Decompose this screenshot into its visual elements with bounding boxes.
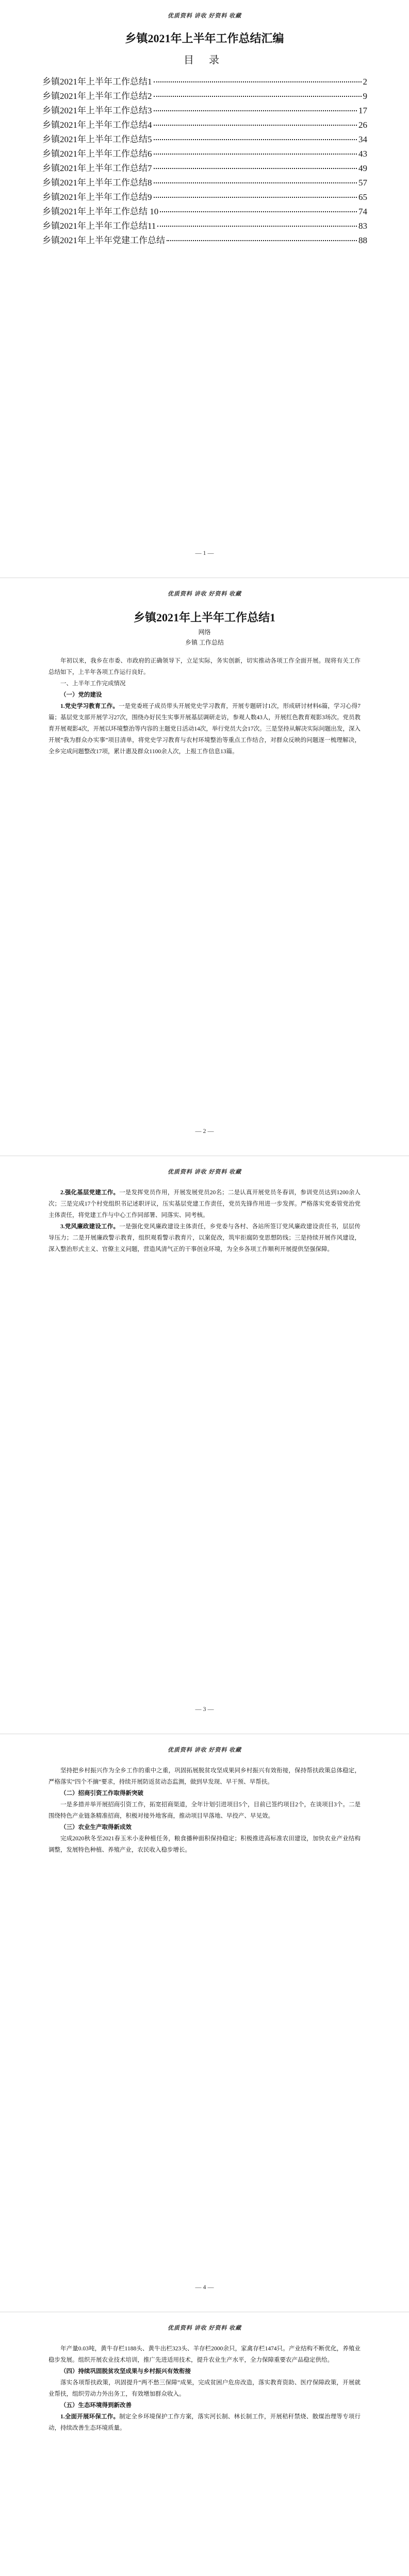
toc-leader bbox=[154, 89, 362, 97]
toc-page bbox=[0, 0, 409, 578]
body-paragraph bbox=[48, 701, 361, 757]
toc-entry-title: 乡镇2021年上半年工作总结9 bbox=[42, 192, 152, 202]
toc-leader bbox=[154, 103, 357, 111]
section-heading: （二）招商引资工作取得新突破 bbox=[60, 1790, 143, 1797]
toc-entry-page: 57 bbox=[358, 178, 367, 188]
toc-entry-page: 17 bbox=[358, 106, 367, 115]
body-paragraph: 年产量0.03吨，黄牛存栏1188头、黄牛出栏323头、羊存栏2000余只，家禽存栏1474只。产业结构不断优化，养殖业稳步发展。组织开展农业技术培训，推广先进适用技术，提升农业生产水平，全力保障重要农产品稳定供给。 bbox=[48, 2346, 361, 2363]
toc-leader bbox=[154, 161, 357, 169]
paragraph-text: 一是强化党风廉政建设主体责任，乡党委与各村、各站所签订党风廉政建设责任书，层层传导压力；二是开展廉政警示教育，组织观看警示教育片，以案促改，筑牢拒腐防变思想防线；三是持续开展作风建设，深入整治形式主义、官僚主义问题，营造风清气正的干事创业环境，为全乡各项工作顺利开展提供坚强保障。 bbox=[48, 1224, 361, 1252]
toc-entry[interactable] bbox=[42, 75, 367, 89]
body-paragraph bbox=[48, 1221, 361, 1255]
collection-title: 乡镇2021年上半年工作总结汇编 bbox=[125, 32, 284, 45]
paragraph-lead: 1.全面开展环保工作。 bbox=[60, 2414, 120, 2420]
toc-entry-title: 乡镇2021年上半年工作总结1 bbox=[42, 77, 152, 87]
body-paragraph bbox=[48, 2411, 361, 2434]
toc-leader bbox=[154, 132, 357, 140]
page-number: — 2 — bbox=[195, 1127, 214, 1134]
toc-leader bbox=[154, 117, 357, 126]
paragraph-lead: 3.党风廉政建设工作。 bbox=[60, 1224, 120, 1230]
paragraph-text: 制定全乡环境保护工作方案，落实河长制、林长制工作，开展秸秆禁烧、散煤治理等专项行动，持续改善生态环境质量。 bbox=[48, 2414, 361, 2431]
paragraph-lead: 2.强化基层党建工作。 bbox=[60, 1190, 120, 1196]
toc-entry[interactable] bbox=[42, 176, 367, 190]
article-body bbox=[48, 2343, 361, 2434]
toc-entry[interactable] bbox=[42, 219, 367, 233]
page-number: — 3 — bbox=[195, 1705, 214, 1713]
toc-entry-title: 乡镇2021年上半年工作总结4 bbox=[42, 120, 152, 130]
table-of-contents bbox=[42, 75, 367, 248]
toc-leader bbox=[154, 175, 357, 183]
toc-entry[interactable] bbox=[42, 190, 367, 205]
section-heading: （五）生态环境得到新改善 bbox=[60, 2402, 132, 2409]
header-watermark: 优质资料 讲收 好资料 收藏 bbox=[167, 591, 242, 597]
article-body bbox=[48, 655, 361, 757]
article-title: 乡镇2021年上半年工作总结1 bbox=[133, 611, 275, 624]
section-heading: （一）党的建设 bbox=[60, 692, 102, 698]
toc-entry-page: 88 bbox=[358, 235, 367, 245]
toc-entry-page: 83 bbox=[358, 221, 367, 231]
toc-entry[interactable] bbox=[42, 132, 367, 147]
toc-entry-title: 乡镇2021年上半年工作总结7 bbox=[42, 163, 152, 173]
toc-entry[interactable] bbox=[42, 161, 367, 176]
header-watermark: 优质资料 讲收 好资料 收藏 bbox=[167, 2325, 242, 2331]
toc-entry[interactable] bbox=[42, 89, 367, 104]
toc-leader bbox=[154, 146, 357, 155]
toc-entry[interactable] bbox=[42, 233, 367, 248]
header-watermark: 优质资料 讲收 好资料 收藏 bbox=[167, 13, 242, 19]
toc-leader bbox=[160, 204, 357, 212]
header-watermark: 优质资料 讲收 好资料 收藏 bbox=[167, 1747, 242, 1753]
article-page-4 bbox=[0, 2312, 409, 2576]
toc-entry-title: 乡镇2021年上半年工作总结3 bbox=[42, 106, 152, 115]
toc-entry-title: 乡镇2021年上半年工作总结11 bbox=[42, 221, 156, 231]
toc-entry-title: 乡镇2021年上半年工作总结6 bbox=[42, 149, 152, 159]
body-paragraph bbox=[48, 1187, 361, 1221]
toc-entry-title: 乡镇2021年上半年工作总结2 bbox=[42, 91, 152, 101]
section-heading: （四）持续巩固脱贫攻坚成果与乡村振兴有效衔接 bbox=[60, 2368, 191, 2375]
toc-leader bbox=[154, 74, 362, 82]
toc-entry-page: 9 bbox=[363, 91, 367, 101]
body-paragraph: 完成2020秋冬至2021春玉米小麦种植任务，粮食播种面积保持稳定；积极推进高标准农田建设，加快农业产业结构调整，发展特色种植、养殖产业，农民收入稳步增长。 bbox=[48, 1836, 361, 1853]
page-number: — 1 — bbox=[195, 549, 214, 556]
article-author-line: 乡镇 工作总结 bbox=[185, 639, 224, 646]
toc-entry[interactable] bbox=[42, 205, 367, 219]
body-paragraph: 坚持把乡村振兴作为全乡工作的重中之重，巩固拓展脱贫攻坚成果同乡村振兴有效衔接，保持帮扶政策总体稳定，严格落实“四个不摘”要求，持续开展防返贫动态监测，做到早发现、早干预、早帮扶。 bbox=[48, 1768, 361, 1785]
toc-entry[interactable] bbox=[42, 118, 367, 132]
intro-paragraph: 年初以来，我乡在市委、市政府的正确领导下，立足实际，务实创新，切实推动各项工作全面开展。现将有关工作总结如下，上半年各项工作运行良好。 bbox=[48, 658, 361, 675]
toc-entry-page: 65 bbox=[358, 192, 367, 202]
toc-entry-title: 乡镇2021年上半年工作总结8 bbox=[42, 178, 152, 188]
body-paragraph: 一是多措并举开展招商引资工作，拓宽招商渠道，全年计划引进项目5个，目前已签约项目2个，在谈项目3个。二是围绕特色产业链条精准招商，积极对接外地客商，推动项目早落地、早投产、早见效。 bbox=[48, 1802, 361, 1819]
toc-leader bbox=[157, 218, 357, 227]
toc-entry-title: 乡镇2021年上半年工作总结 10 bbox=[42, 207, 159, 216]
header-watermark: 优质资料 讲收 好资料 收藏 bbox=[167, 1169, 242, 1175]
toc-entry-title: 乡镇2021年上半年党建工作总结 bbox=[42, 235, 165, 245]
article-page-1 bbox=[0, 578, 409, 1156]
article-page-3 bbox=[0, 1734, 409, 2312]
toc-entry[interactable] bbox=[42, 104, 367, 118]
toc-entry-page: 2 bbox=[363, 77, 367, 87]
toc-entry-page: 74 bbox=[358, 207, 367, 216]
section-heading: （三）农业生产取得新成效 bbox=[60, 1824, 132, 1831]
body-paragraph: 落实各项帮扶政策，巩固提升“两不愁三保障”成果，完成贫困户危房改造，落实教育资助、医疗保障政策，开展就业帮扶，组织劳动力外出务工，有效增加群众收入。 bbox=[48, 2380, 361, 2397]
toc-entry[interactable] bbox=[42, 147, 367, 161]
article-body bbox=[48, 1187, 361, 1255]
toc-leader bbox=[167, 233, 357, 241]
page-number: — 4 — bbox=[195, 2283, 214, 2291]
toc-entry-page: 43 bbox=[358, 149, 367, 159]
article-page-2 bbox=[0, 1156, 409, 1734]
article-body bbox=[48, 1765, 361, 1856]
toc-leader bbox=[154, 190, 357, 198]
paragraph-lead: 1.党史学习教育工作。 bbox=[60, 703, 119, 709]
part-heading: 一、上半年工作完成情况 bbox=[60, 681, 126, 687]
toc-entry-page: 34 bbox=[358, 134, 367, 144]
toc-entry-title: 乡镇2021年上半年工作总结5 bbox=[42, 134, 152, 144]
toc-entry-page: 49 bbox=[358, 163, 367, 173]
toc-heading: 目 录 bbox=[184, 55, 225, 66]
article-source: 网络 bbox=[198, 629, 211, 636]
paragraph-text: 一是党委班子成员带头开展党史学习教育，开展专题研讨1次，形成研讨材料6篇，学习心得7篇；基层党支部开展学习27次，围绕办好民生实事开展基层调研走访，参观人数43人，开展红色教育观影3场次。党员教育开展观影4次，开展以环境整治等内容的主题党日活动14次，举行党员大会17次。三是坚持从解决实际问题出发，深入开展“我为群众办实事”项目清单，将党史学习教育与农村环境整治等重点工作结合，对群众反映的问题逐一梳理解决，全乡完成问题整改17项，累计惠及群众1100余人次，上报工作信息13篇。 bbox=[48, 703, 361, 755]
toc-entry-page: 26 bbox=[358, 120, 367, 130]
paragraph-text: 一是发挥党员作用，开展发展党员20名；二是认真开展党员冬春训，参训党员达到1200余人次；三是完成17个村党组织书记述职评议，压实基层党建工作责任，党员先锋作用进一步发挥。严格落实党委管党治党主体责任，将党建工作与中心工作同部署、同落实、同考核。 bbox=[48, 1190, 361, 1218]
